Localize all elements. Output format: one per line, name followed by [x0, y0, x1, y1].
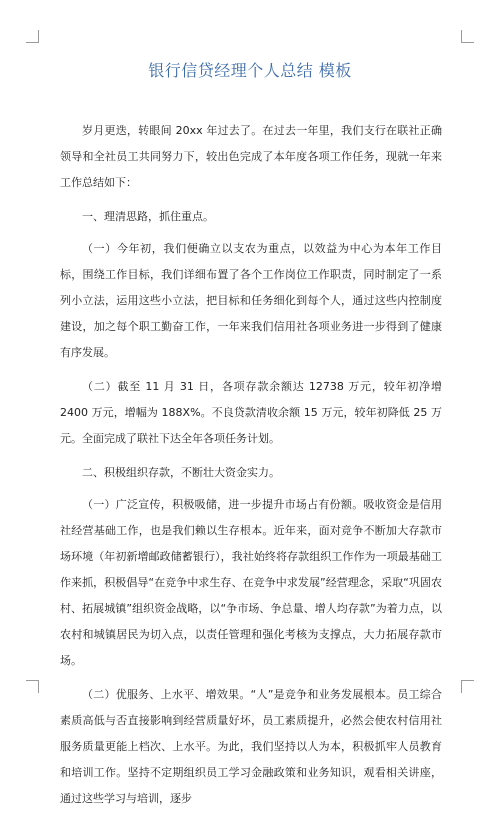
paragraph-2-1: （一）广泛宣传，积极吸储，进一步提升市场占有份额。吸收资金是信用社经营基础工作，也是我们赖以生存根本。近年来，面对竞争不断加大存款市场环境（年初新增邮政储蓄银行），我社始终将存款组织工作作为一项最基础工作来抓，积极倡导“在竞争中求生存、在竞争中求发展”经营理念，采取“巩固农村、拓展城镇”组织资金战略，以“争市场、争总量、增人均存款”为着力点，以农村和城镇居民为切入点，以责任管理和强化考核为支撑点，大力拓展存款市场。 [60, 498, 442, 667]
section-heading-2: 二、积极组织存款，不断壮大资金实力。 [82, 466, 280, 479]
paragraph-2-2: （二）优服务、上水平、增效果。“人”是竞争和业务发展根本。员工综合素质高低与否直接影响到经营质量好坏，员工素质提升，必然会使农村信用社服务质量更能上档次、上水平。为此，我们坚持以人为本，积极抓牢人员教育和培训工作。坚持不定期组织员工学习金融政策和业务知识，观看相关讲座，通过这些学习与培训，逐步 [60, 688, 442, 805]
document-title: 银行信贷经理个人总结 模板 [148, 61, 352, 80]
section-heading-1: 一、理清思路，抓住重点。 [82, 210, 214, 223]
crop-mark-top-left [26, 30, 39, 43]
crop-mark-bottom-right [461, 680, 474, 693]
paragraph-intro: 岁月更迭，转眼间 20xx 年过去了。在过去一年里，我们支行在联社正确领导和全社员工共同努力下，较出色完成了本年度各项工作任务，现就一年来工作总结如下： [60, 124, 442, 189]
crop-mark-top-right [461, 30, 474, 43]
crop-mark-bottom-left [26, 680, 39, 693]
document-body [60, 118, 442, 820]
paragraph-1-2: （二）截至 11 月 31 日，各项存款余额达 12738 万元，较年初净增 2400 万元，增幅为 188X%。不良贷款清收余额 15 万元，较年初降低 25 万元。全面完成了联社下达全年各项任务计划。 [60, 380, 442, 445]
paragraph-1-1: （一）今年初，我们便确立以支农为重点，以效益为中心为本年工作目标，围绕工作目标，我们详细布置了各个工作岗位工作职责，同时制定了一系列小立法，运用这些小立法，把目标和任务细化到每个人，通过这些内控制度建设，加之每个职工勤奋工作，一年来我们信用社各项业务进一步得到了健康有序发展。 [60, 242, 442, 359]
